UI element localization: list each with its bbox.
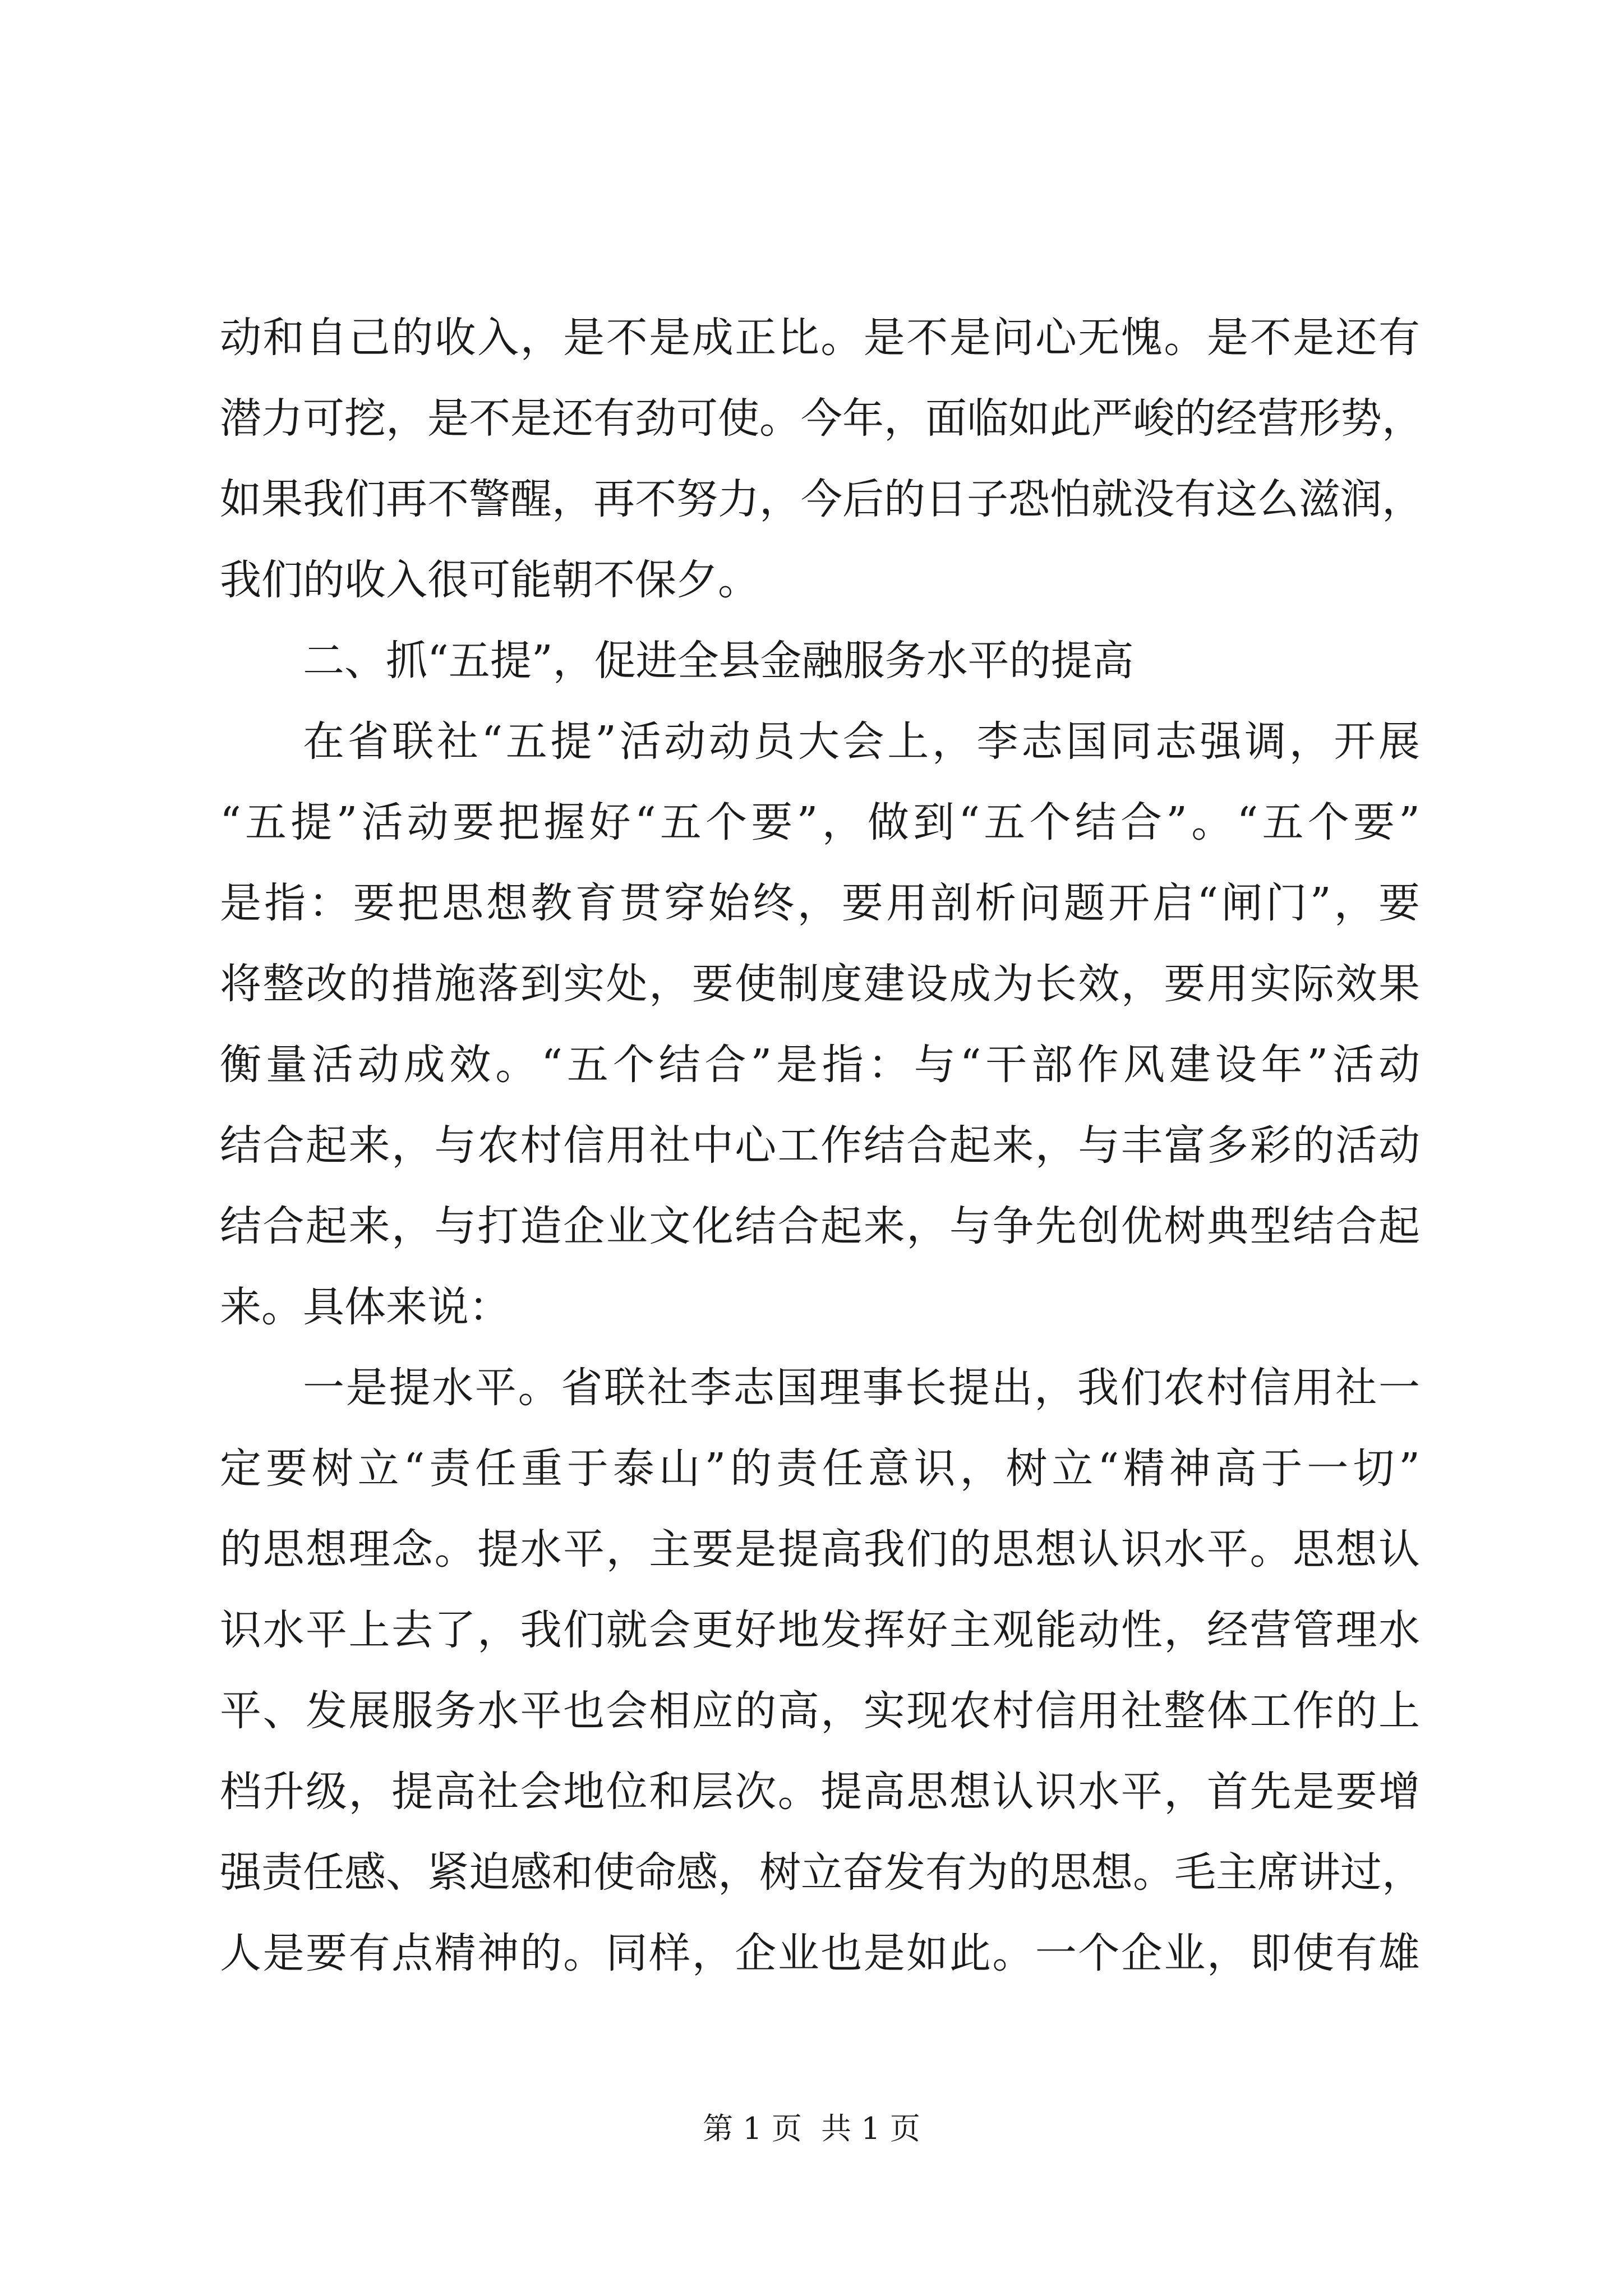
text-line: 强责任感、紧迫感和使命感，树立奋发有为的思想。毛主席讲过， (220, 1848, 1423, 1897)
text-line: 档升级，提高社会地位和层次。提高思想认识水平，首先是要增 (220, 1768, 1420, 1816)
text-line: 来。具体来说： (220, 1283, 510, 1331)
text-line: 如果我们再不警醒，再不努力，今后的日子恐怕就没有这么滋润， (220, 475, 1423, 523)
text-line: 定要树立“责任重于泰山”的责任意识，树立“精神高于一切” (220, 1444, 1420, 1493)
text-line: 人是要有点精神的。同样，企业也是如此。一个企业，即使有雄 (220, 1929, 1420, 1977)
text-line: 将整改的措施落到实处，要使制度建设成为长效，要用实际效果 (220, 960, 1420, 1008)
page-number-footer: 第 1 页 共 1 页 (703, 2111, 920, 2146)
text-line: 结合起来，与打造企业文化结合起来，与争先创优树典型结合起 (220, 1202, 1420, 1250)
text-line: 一是提水平。省联社李志国理事长提出，我们农村信用社一 (303, 1364, 1420, 1412)
text-line: 潜力可挖，是不是还有劲可使。今年，面临如此严峻的经营形势， (220, 394, 1423, 443)
text-line: 识水平上去了，我们就会更好地发挥好主观能动性，经营管理水 (220, 1606, 1420, 1654)
section-heading: 二、抓“五提”，促进全县金融服务水平的提高 (303, 637, 1134, 685)
text-line: 在省联社“五提”活动动员大会上，李志国同志强调，开展 (303, 717, 1420, 766)
text-line: “五提”活动要把握好“五个要”，做到“五个结合”。“五个要” (220, 798, 1420, 846)
text-line: 我们的收入很可能朝不保夕。 (220, 556, 759, 604)
text-line: 结合起来，与农村信用社中心工作结合起来，与丰富多彩的活动 (220, 1121, 1420, 1170)
text-line: 平、发展服务水平也会相应的高，实现农村信用社整体工作的上 (220, 1687, 1420, 1735)
text-line: 动和自己的收入，是不是成正比。是不是问心无愧。是不是还有 (220, 314, 1420, 362)
text-line: 衡量活动成效。“五个结合”是指：与“干部作风建设年”活动 (220, 1041, 1420, 1089)
document-body (220, 297, 1423, 1994)
text-line: 是指：要把思想教育贯穿始终，要用剖析问题开启“闸门”，要 (220, 879, 1420, 927)
text-line: 的思想理念。提水平，主要是提高我们的思想认识水平。思想认 (220, 1525, 1420, 1573)
